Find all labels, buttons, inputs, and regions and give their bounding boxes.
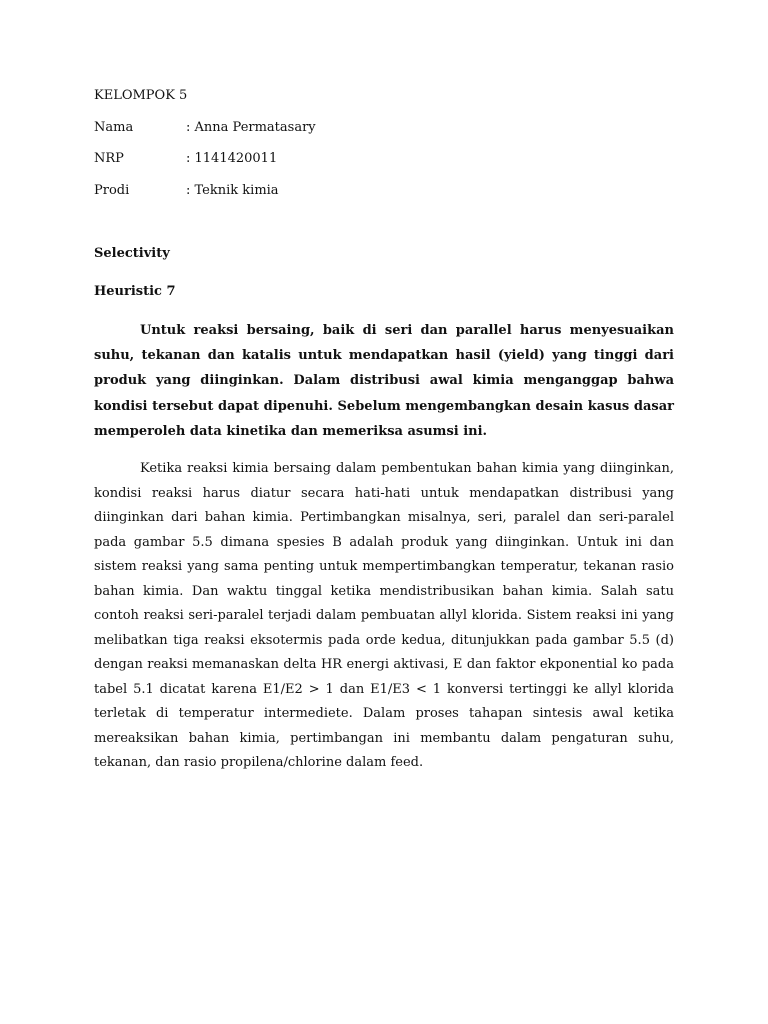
section-title: Selectivity	[94, 246, 170, 261]
group-title: KELOMPOK 5	[94, 88, 188, 103]
field-value-nama: : Anna Permatasary	[186, 120, 316, 135]
field-label-prodi: Prodi	[94, 183, 130, 198]
field-row-nrp	[94, 151, 277, 167]
field-row-prodi	[94, 183, 279, 199]
field-row-nama	[94, 120, 316, 136]
field-label-nrp: NRP	[94, 151, 124, 166]
heuristic-title: Heuristic 7	[94, 284, 176, 299]
group-heading	[94, 88, 187, 104]
paragraph-heuristic-statement: Untuk reaksi bersaing, baik di seri dan parallel harus menyesuaikan suhu, tekanan dan katalis untuk mendapatkan hasil (yield) yang tinggi dari produk yang diinginkan. Dalam distribusi awal kimia menganggap bahwa kondisi tersebut dapat dipenuhi. Sebelum mengembangkan desain kasus dasar memperoleh data kinetika dan memeriksa asumsi ini.	[94, 323, 674, 439]
field-value-prodi: : Teknik kimia	[186, 183, 279, 198]
paragraph-explanation: Ketika reaksi kimia bersaing dalam pembentukan bahan kimia yang diinginkan, kondisi reaksi harus diatur secara hati-hati untuk mendapatkan distribusi yang diinginkan dari bahan kimia. Pertimbangkan misalnya, seri, paralel dan seri-paralel pada gambar 5.5 dimana spesies B adalah produk yang diinginkan. Untuk ini dan sistem reaksi yang sama penting untuk mempertimbangkan temperatur, tekanan rasio bahan kimia. Dan waktu tinggal ketika mendistribusikan bahan kimia. Salah satu contoh reaksi seri-paralel terjadi dalam pembuatan allyl klorida. Sistem reaksi ini yang melibatkan tiga reaksi eksotermis pada orde kedua, ditunjukkan pada gambar 5.5 (d) dengan reaksi memanaskan delta HR energi aktivasi, E dan faktor ekponential ko pada tabel 5.1 dicatat karena E1/E2 > 1 dan E1/E3 < 1 konversi tertinggi ke allyl klorida terletak di temperatur intermediete. Dalam proses tahapan sintesis awal ketika mereaksikan bahan kimia, pertimbangan ini membantu dalam pengaturan suhu, tekanan, dan rasio propilena/chlorine dalam feed.	[94, 461, 674, 770]
field-label-nama: Nama	[94, 120, 134, 135]
field-value-nrp: : 1141420011	[186, 151, 278, 166]
